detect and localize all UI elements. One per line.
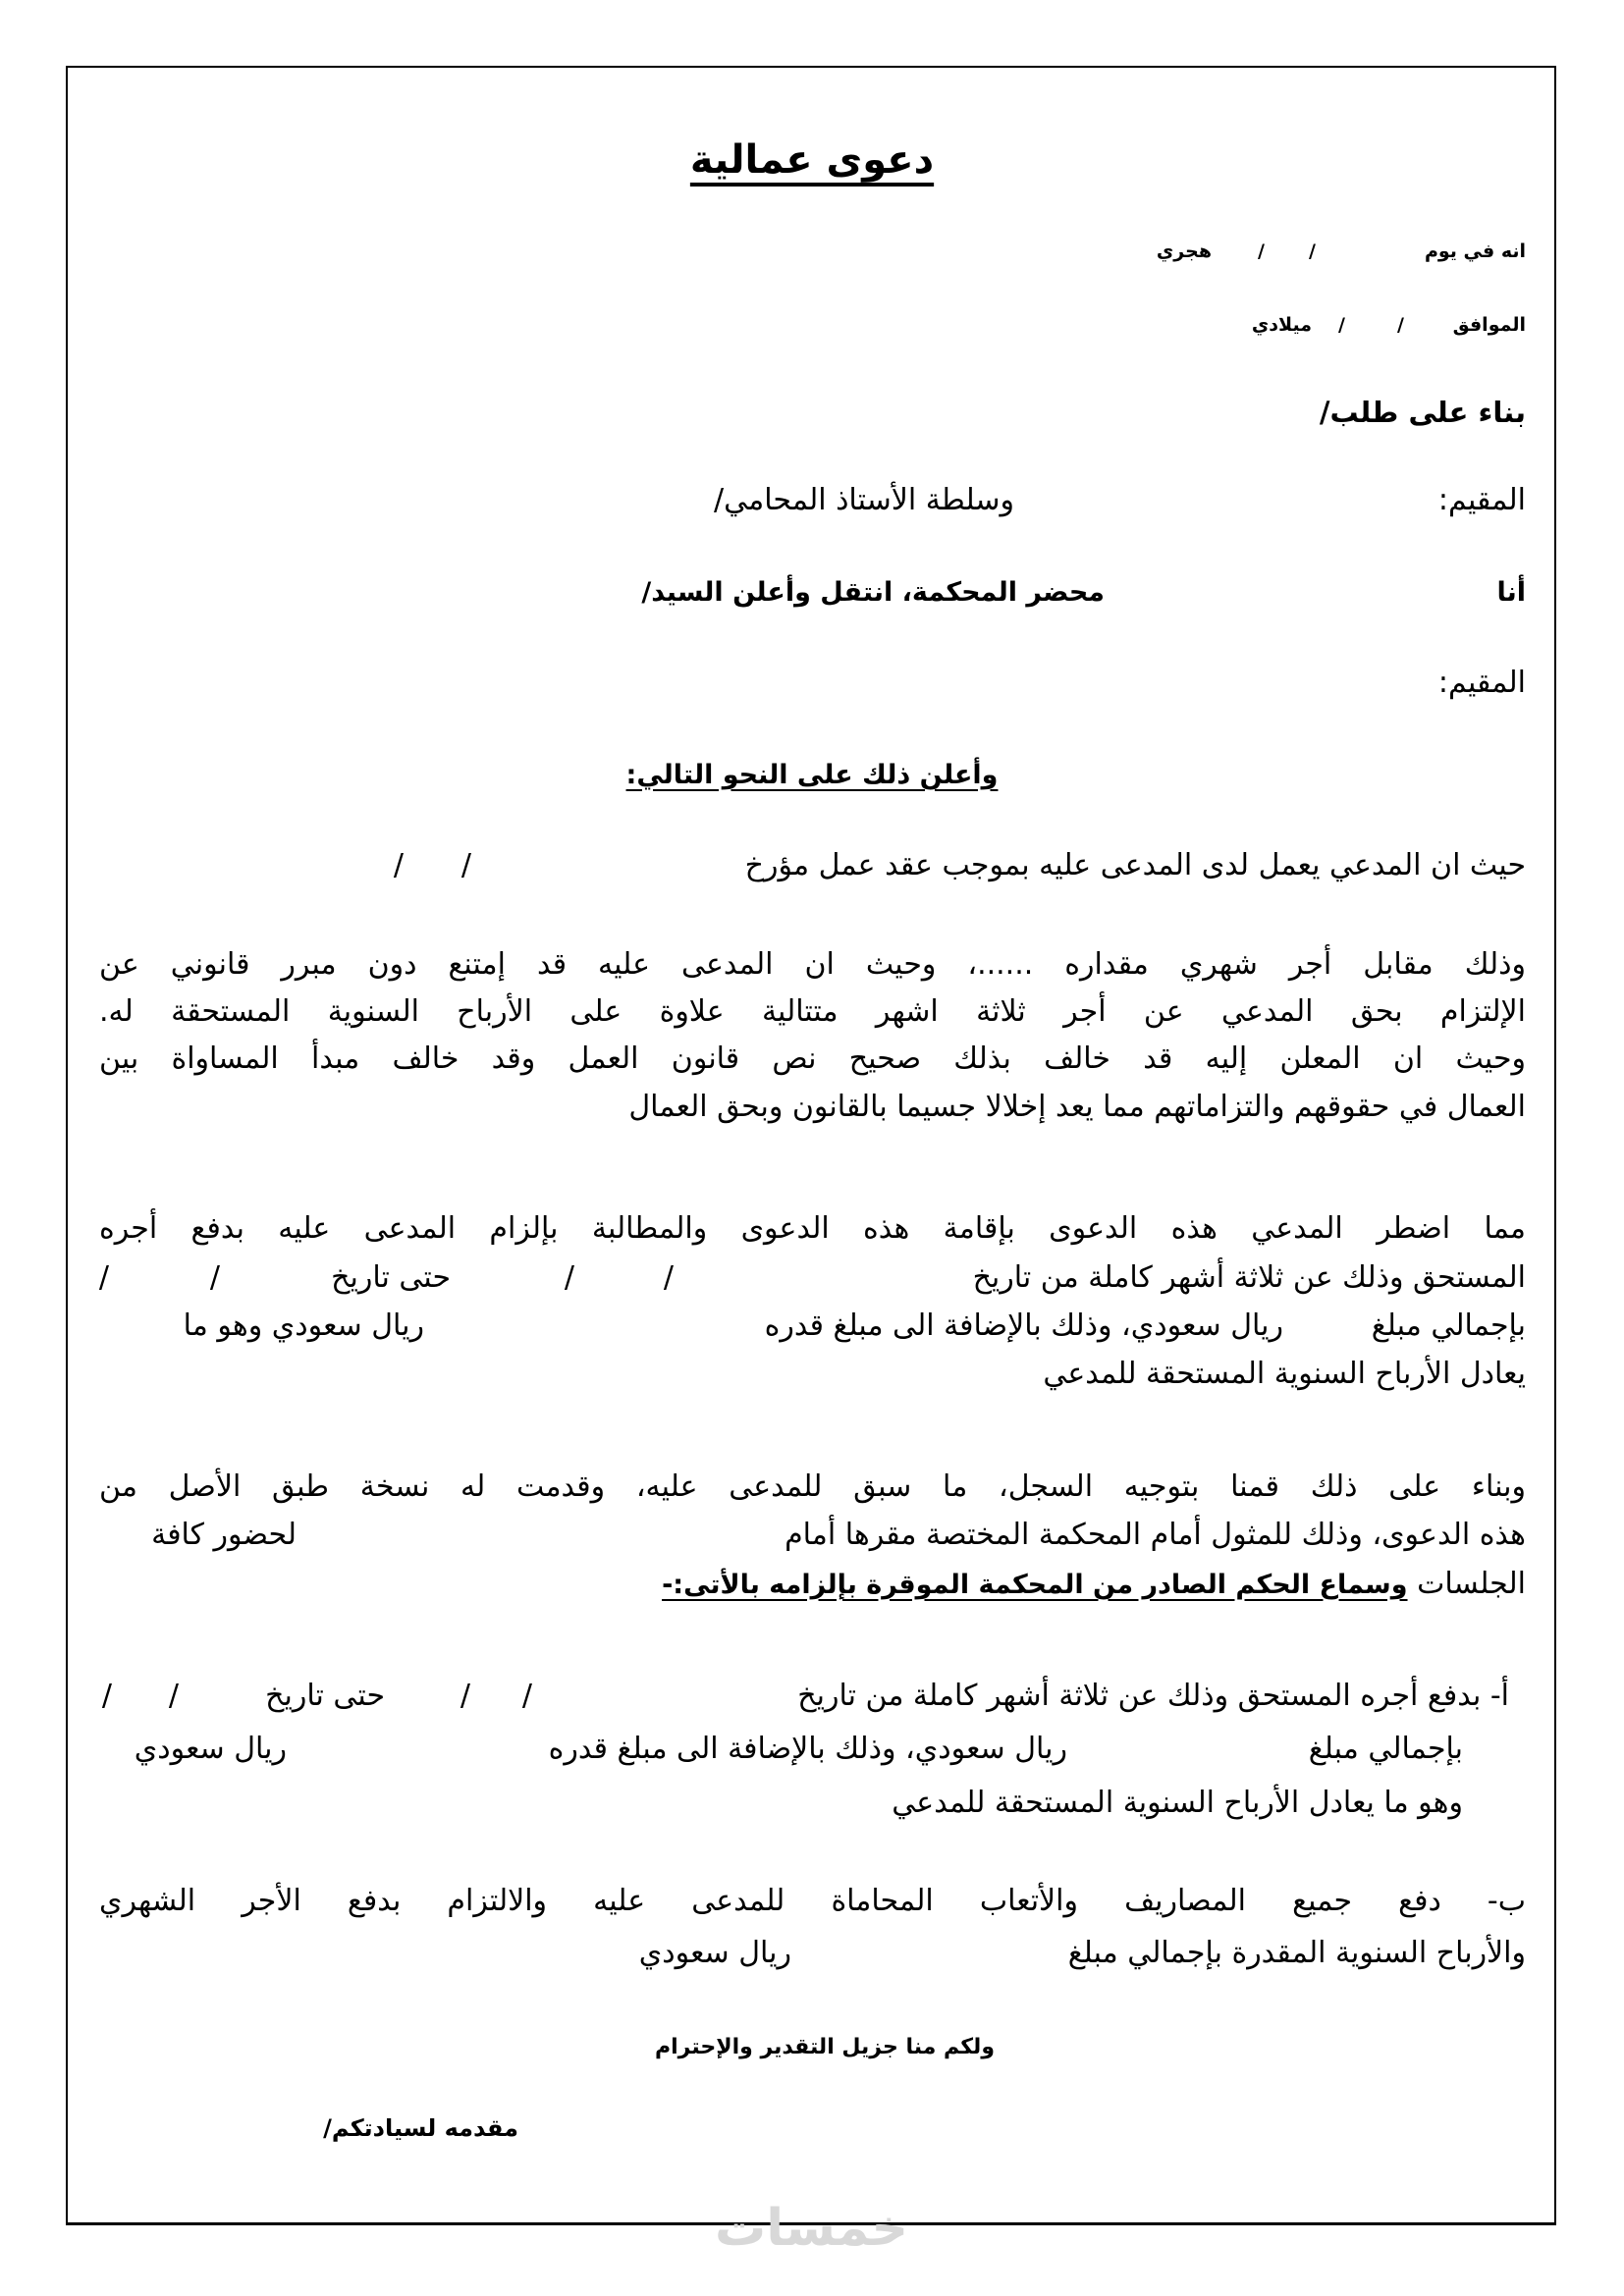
document-title: دعوى عمالية: [689, 137, 935, 183]
date-slash: /: [209, 1260, 220, 1295]
date-slash: /: [460, 1679, 470, 1713]
date-slash: /: [521, 1679, 532, 1713]
item-b-text: ريال سعودي: [638, 1936, 791, 1970]
date-slash: /: [1309, 240, 1316, 262]
para4-line: [0, 1561, 1624, 1608]
para2-line: [0, 1084, 1624, 1131]
para3-line: [0, 1255, 1624, 1302]
para3-text: حتى تاريخ: [331, 1260, 451, 1295]
item-a-line: [0, 1780, 1624, 1827]
para4-text: لحضور كافة: [151, 1518, 297, 1552]
para4-line: وبناء على ذلك قمنا بتوجيه السجل، ما سبق للمدعى عليه، وقدمت له نسخة طبق الأصل من: [99, 1469, 1526, 1504]
para3-text: ريال سعودي وهو ما: [183, 1308, 424, 1343]
para3-line: [0, 1303, 1624, 1350]
bailiff-line: [0, 569, 1624, 616]
para1: [0, 842, 1624, 889]
hijri-suffix: هجري: [1156, 240, 1212, 262]
judgment-request-text: وسماع الحكم الصادر من المحكمة الموقرة بإلزامه بالأتى:-: [662, 1570, 1408, 1600]
date-slash: /: [663, 1260, 674, 1295]
para2-line: وحيث ان المعلن إليه قد خالف بذلك صحيح نص قانون العمل وقد خالف مبدأ المساواة بين: [99, 1041, 1526, 1076]
para4-text: هذه الدعوى، وذلك للمثول أمام المحكمة المختصة مقرها أمام: [785, 1518, 1526, 1552]
para4-text: الجلسات: [1417, 1567, 1526, 1601]
signature-text: مقدمه لسيادتكم/: [323, 2114, 518, 2142]
lawyer-value: وسلطة الأستاذ المحامي/: [714, 483, 1014, 517]
para2-line: الإلتزام بحق المدعي عن أجر ثلاثة اشهر متتالية علاوة على الأرباح السنوية المستحقة له.: [99, 994, 1526, 1029]
closing-text: ولكم منا جزيل التقدير والإحترام: [655, 2035, 995, 2059]
item-a-text: وهو ما يعادل الأرباح السنوية المستحقة للمدعي: [892, 1786, 1463, 1820]
gregorian-date-label: الموافق: [1452, 314, 1526, 336]
date-slash: /: [1258, 240, 1265, 262]
date-slash: /: [101, 1679, 112, 1713]
date-slash: /: [1397, 314, 1404, 336]
para3-text: المستحق وذلك عن ثلاثة أشهر كاملة من تاريخ: [972, 1260, 1526, 1295]
para3-text: ريال سعودي، وذلك بالإضافة الى مبلغ قدره: [764, 1308, 1283, 1343]
request-label: بناء على طلب/: [1319, 396, 1526, 429]
item-a-text: ريال سعودي، وذلك بالإضافة الى مبلغ قدره: [548, 1732, 1067, 1766]
bailiff-value: محضر المحكمة، انتقل وأعلن السيد/: [641, 577, 1105, 608]
item-a-line: [0, 1673, 1624, 1720]
item-b-line: ب- دفع جميع المصاريف والأتعاب المحاماة للمدعى عليه والالتزام بدفع الأجر الشهري: [99, 1884, 1526, 1918]
date-slash: /: [98, 1260, 109, 1295]
request-line: [0, 389, 1624, 436]
item-a-text: أ- بدفع أجره المستحق وذلك عن ثلاثة أشهر كاملة من تاريخ: [797, 1679, 1509, 1713]
bailiff-label: أنا: [1496, 577, 1526, 608]
para3-text: بإجمالي مبلغ: [1371, 1308, 1526, 1343]
para1-text: حيث ان المدعي يعمل لدى المدعى عليه بموجب عقد عمل مؤرخ: [744, 848, 1526, 882]
item-a-text: حتى تاريخ: [265, 1679, 385, 1713]
signature-line: [0, 2105, 1624, 2152]
item-a-text: ريال سعودي: [134, 1732, 287, 1766]
item-b-line: [0, 1930, 1624, 1977]
resident-line-1: [0, 477, 1624, 524]
item-b-text: والأرباح السنوية المقدرة بإجمالي مبلغ: [1067, 1936, 1526, 1970]
date-slash: /: [1338, 314, 1345, 336]
para4-line: [0, 1512, 1624, 1559]
date-slash: /: [168, 1679, 179, 1713]
section-heading-text: وأعلن ذلك على النحو التالي:: [625, 760, 999, 790]
hijri-date-line: [0, 228, 1624, 275]
gregorian-suffix: ميلادي: [1251, 314, 1312, 336]
section-heading: [0, 752, 1624, 799]
resident-label: المقيم:: [1437, 483, 1526, 517]
resident-label: المقيم:: [1437, 666, 1526, 700]
hijri-date-label: انه في يوم: [1424, 240, 1526, 262]
para3-line: [0, 1351, 1624, 1398]
item-a-text: بإجمالي مبلغ: [1308, 1732, 1463, 1766]
para3-line: مما اضطر المدعي هذه الدعوى بإقامة هذه الدعوى والمطالبة بإلزام المدعى عليه بدفع أجره: [99, 1211, 1526, 1246]
date-slash: /: [564, 1260, 574, 1295]
closing-line: [0, 2024, 1624, 2071]
gregorian-date-line: [0, 301, 1624, 348]
para3-text: يعادل الأرباح السنوية المستحقة للمدعي: [1043, 1357, 1526, 1391]
item-a-line: [0, 1726, 1624, 1773]
date-slash: /: [460, 848, 471, 882]
date-slash: /: [393, 848, 404, 882]
para2-last: العمال في حقوقهم والتزاماتهم مما يعد إخلالا جسيما بالقانون وبحق العمال: [628, 1090, 1526, 1124]
watermark-logo: خمسات: [715, 2199, 909, 2258]
para2-line: وذلك مقابل أجر شهري مقداره ......، وحيث ان المدعى عليه قد إمتنع دون مبرر قانوني عن: [99, 947, 1526, 982]
resident-line-2: [0, 660, 1624, 707]
